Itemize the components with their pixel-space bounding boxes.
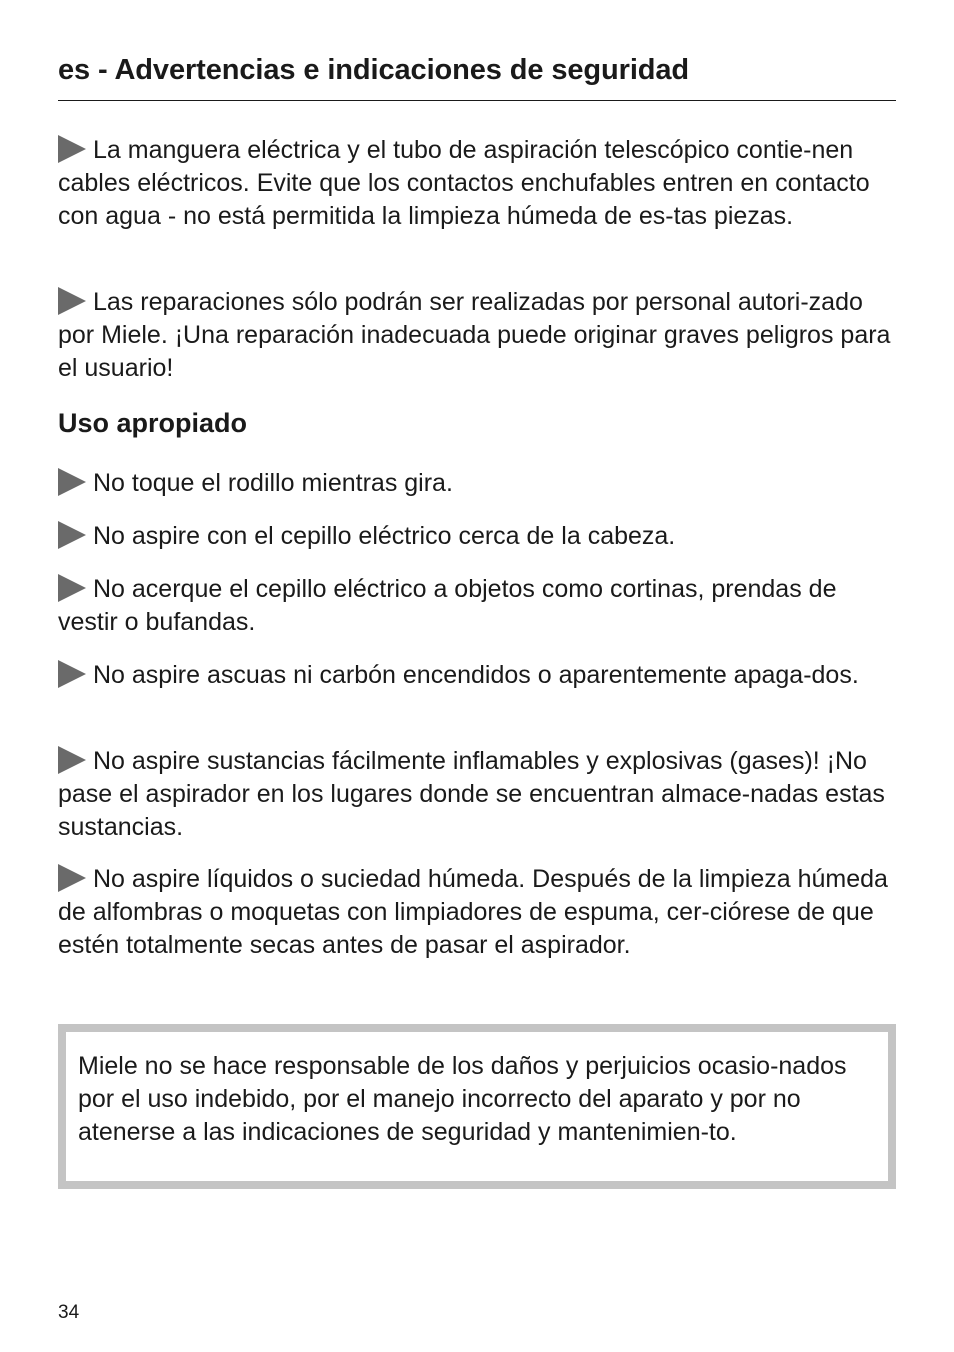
warning-triangle-icon [58, 468, 86, 496]
list-item-text: No aspire ascuas ni carbón encendidos o aparentemente apaga-dos. [93, 661, 859, 689]
warning-triangle-icon [58, 864, 86, 892]
section-title-uso-apropiado: Uso apropiado [58, 408, 248, 438]
safety-paragraph-repairs [58, 286, 898, 385]
warning-triangle-icon [58, 574, 86, 602]
page-number: 34 [58, 1302, 80, 1323]
page-header [58, 52, 896, 101]
list-item [58, 520, 898, 553]
list-item-text: No toque el rodillo mientras gira. [93, 469, 453, 497]
warning-triangle-icon [58, 660, 86, 688]
list-item [58, 467, 898, 500]
list-item-text: No acerque el cepillo eléctrico a objetos como cortinas, prendas de vestir o bufandas. [58, 575, 837, 636]
liability-notice-text: Miele no se hace responsable de los daños y perjuicios ocasio-nados por el uso indebido, por el manejo incorrecto del aparato y por no atenerse a las indicaciones de seguridad y mantenimien-to. [78, 1052, 847, 1146]
warning-triangle-icon [58, 746, 86, 774]
list-item [58, 573, 898, 639]
paragraph-text: Las reparaciones sólo podrán ser realizadas por personal autori-zado por Miele. ¡Una reparación inadecuada puede originar graves peligros para el usuario! [58, 288, 891, 382]
page-title: es - Advertencias e indicaciones de seguridad [58, 54, 690, 86]
list-item-text: No aspire con el cepillo eléctrico cerca de la cabeza. [93, 522, 676, 550]
paragraph-text: La manguera eléctrica y el tubo de aspiración telescópico contie-nen cables eléctricos. Evite que los contactos enchufables entren en contacto con agua - no está permitida la limpieza húmeda de es-tas piezas. [58, 136, 870, 230]
list-item-text: No aspire líquidos o suciedad húmeda. Después de la limpieza húmeda de alfombras o moquetas con limpiadores de espuma, cer-ciórese de que estén totalmente secas antes de pasar el aspirador. [58, 865, 888, 959]
list-item [58, 659, 898, 692]
warning-triangle-icon [58, 135, 86, 163]
warning-triangle-icon [58, 521, 86, 549]
list-item [58, 863, 898, 962]
list-item [58, 745, 898, 844]
list-item-text: No aspire sustancias fácilmente inflamables y explosivas (gases)! ¡No pase el aspirador en los lugares donde se encuentran almace-nadas estas sustancias. [58, 747, 885, 841]
warning-triangle-icon [58, 287, 86, 315]
liability-notice-box [58, 1024, 896, 1189]
safety-paragraph-hose [58, 134, 898, 233]
